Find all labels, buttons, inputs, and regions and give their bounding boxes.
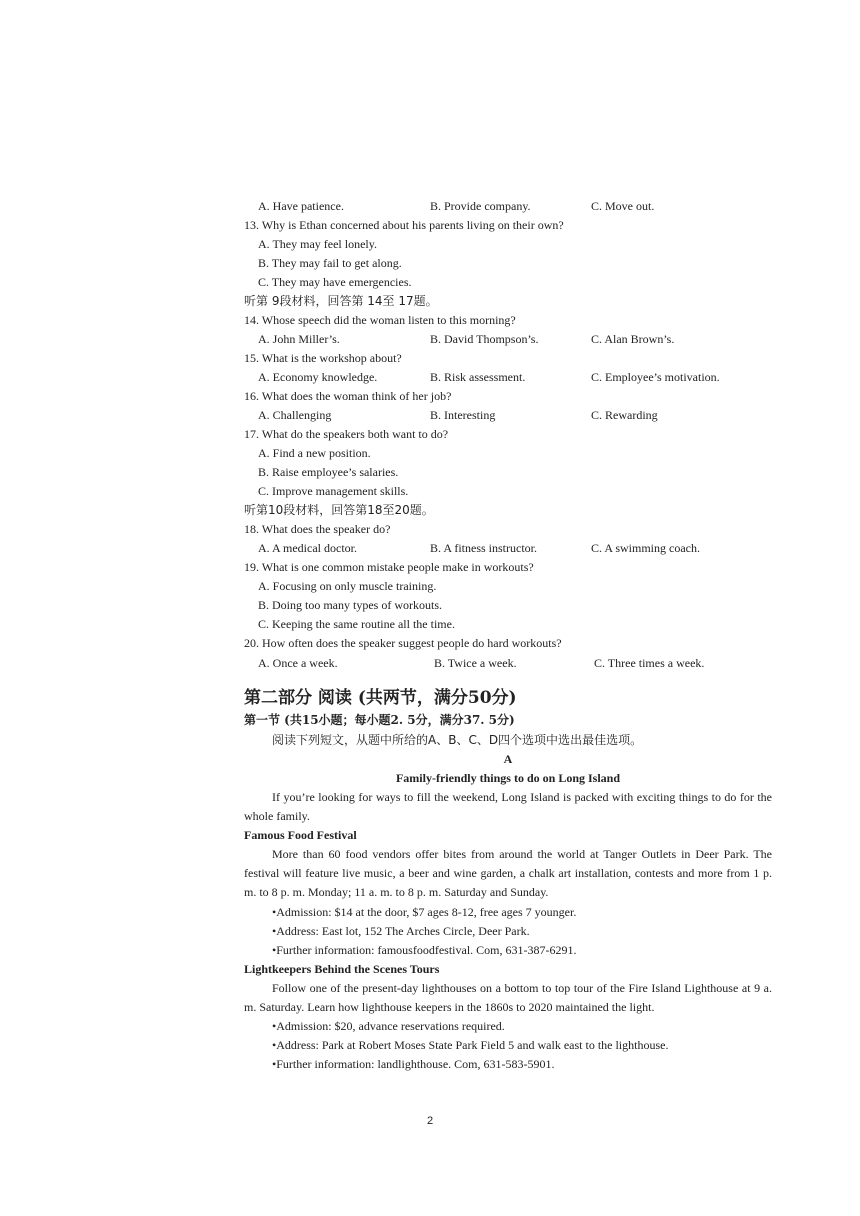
- q12-option-c: C. Move out.: [591, 199, 655, 213]
- page-number: 2: [426, 1115, 434, 1127]
- q14-option-b: B. David Thompson’s.: [430, 332, 539, 346]
- q20-option-c: C. Three times a week.: [594, 656, 705, 670]
- passage-letter: A: [503, 752, 513, 766]
- q17-option-b: B. Raise employee’s salaries.: [258, 465, 399, 479]
- event1-name: Famous Food Festival: [244, 828, 357, 842]
- q16-option-a: A. Challenging: [258, 408, 332, 422]
- q12-option-a: A. Have patience.: [258, 199, 344, 213]
- q18-option-c: C. A swimming coach.: [591, 541, 700, 555]
- q15-option-b: B. Risk assessment.: [430, 370, 526, 384]
- q19-question: 19. What is one common mistake people make in workouts?: [244, 560, 534, 574]
- event1-admission: •Admission: $14 at the door, $7 ages 8-12, free ages 7 younger.: [272, 905, 577, 919]
- part2-title: 第二部分 阅读 (共两节，满分50分): [244, 688, 517, 708]
- q20-option-a: A. Once a week.: [258, 656, 338, 670]
- q14-question: 14. Whose speech did the woman listen to this morning?: [244, 313, 516, 327]
- q13-option-b: B. They may fail to get along.: [258, 256, 402, 270]
- event2-name: Lightkeepers Behind the Scenes Tours: [244, 962, 440, 976]
- q18-question: 18. What does the speaker do?: [244, 522, 391, 536]
- q19-option-b: B. Doing too many types of workouts.: [258, 598, 442, 612]
- event1-address: •Address: East lot, 152 The Arches Circle, Deer Park.: [272, 924, 530, 938]
- q17-question: 17. What do the speakers both want to do?: [244, 427, 449, 441]
- q15-option-c: C. Employee’s motivation.: [591, 370, 720, 384]
- q18-option-b: B. A fitness instructor.: [430, 541, 538, 555]
- q20-question: 20. How often does the speaker suggest people do hard workouts?: [244, 636, 562, 650]
- passage-title: Family-friendly things to do on Long Island: [395, 771, 621, 785]
- event2-admission: •Admission: $20, advance reservations required.: [272, 1019, 505, 1033]
- event1-description: More than 60 food vendors offer bites from around the world at Tanger Outlets in Deer Park. The festival will feature live music, a beer and wine garden, a chalk art installation, contests and more from 1 p. m. to 8 p. m. Monday; 11 a. m. to 8 p. m. Saturday and Sunday.: [244, 847, 772, 899]
- q16-question: 16. What does the woman think of her job?: [244, 389, 452, 403]
- q16-option-c: C. Rewarding: [591, 408, 658, 422]
- q17-option-a: A. Find a new position.: [258, 446, 371, 460]
- reading-instruction: 阅读下列短文，从题中所给的A、B、C、D四个选项中选出最佳选项。: [272, 733, 643, 747]
- q20-option-b: B. Twice a week.: [434, 656, 517, 670]
- instruction-section-10: 听第10段材料，回答第18至20题。: [244, 503, 434, 517]
- passage-intro: If you’re looking for ways to fill the weekend, Long Island is packed with exciting things to do for the whole family.: [244, 790, 772, 823]
- q17-option-c: C. Improve management skills.: [258, 484, 409, 498]
- q12-option-b: B. Provide company.: [430, 199, 531, 213]
- q15-question: 15. What is the workshop about?: [244, 351, 402, 365]
- event2-info: •Further information: landlighthouse. Com, 631-583-5901.: [272, 1057, 555, 1071]
- q14-option-c: C. Alan Brown’s.: [591, 332, 675, 346]
- q13-option-c: C. They may have emergencies.: [258, 275, 412, 289]
- event2-description: Follow one of the present-day lighthouses on a bottom to top tour of the Fire Island Lighthouse at 9 a. m. Saturday. Learn how lighthouse keepers in the 1860s to 2020 maintained the light.: [244, 981, 772, 1014]
- q15-option-a: A. Economy knowledge.: [258, 370, 378, 384]
- q13-option-a: A. They may feel lonely.: [258, 237, 377, 251]
- q19-option-c: C. Keeping the same routine all the time.: [258, 617, 455, 631]
- q19-option-a: A. Focusing on only muscle training.: [258, 579, 437, 593]
- q13-question: 13. Why is Ethan concerned about his parents living on their own?: [244, 218, 564, 232]
- q16-option-b: B. Interesting: [430, 408, 496, 422]
- event1-info: •Further information: famousfoodfestival. Com, 631-387-6291.: [272, 943, 577, 957]
- section1-title: 第一节 (共15小题；每小题2. 5分，满分37. 5分): [244, 713, 515, 727]
- event2-address: •Address: Park at Robert Moses State Park Field 5 and walk east to the lighthouse.: [272, 1038, 669, 1052]
- q14-option-a: A. John Miller’s.: [258, 332, 340, 346]
- instruction-section-9: 听第 9段材料，回答第 14至 17题。: [244, 294, 438, 308]
- q18-option-a: A. A medical doctor.: [258, 541, 357, 555]
